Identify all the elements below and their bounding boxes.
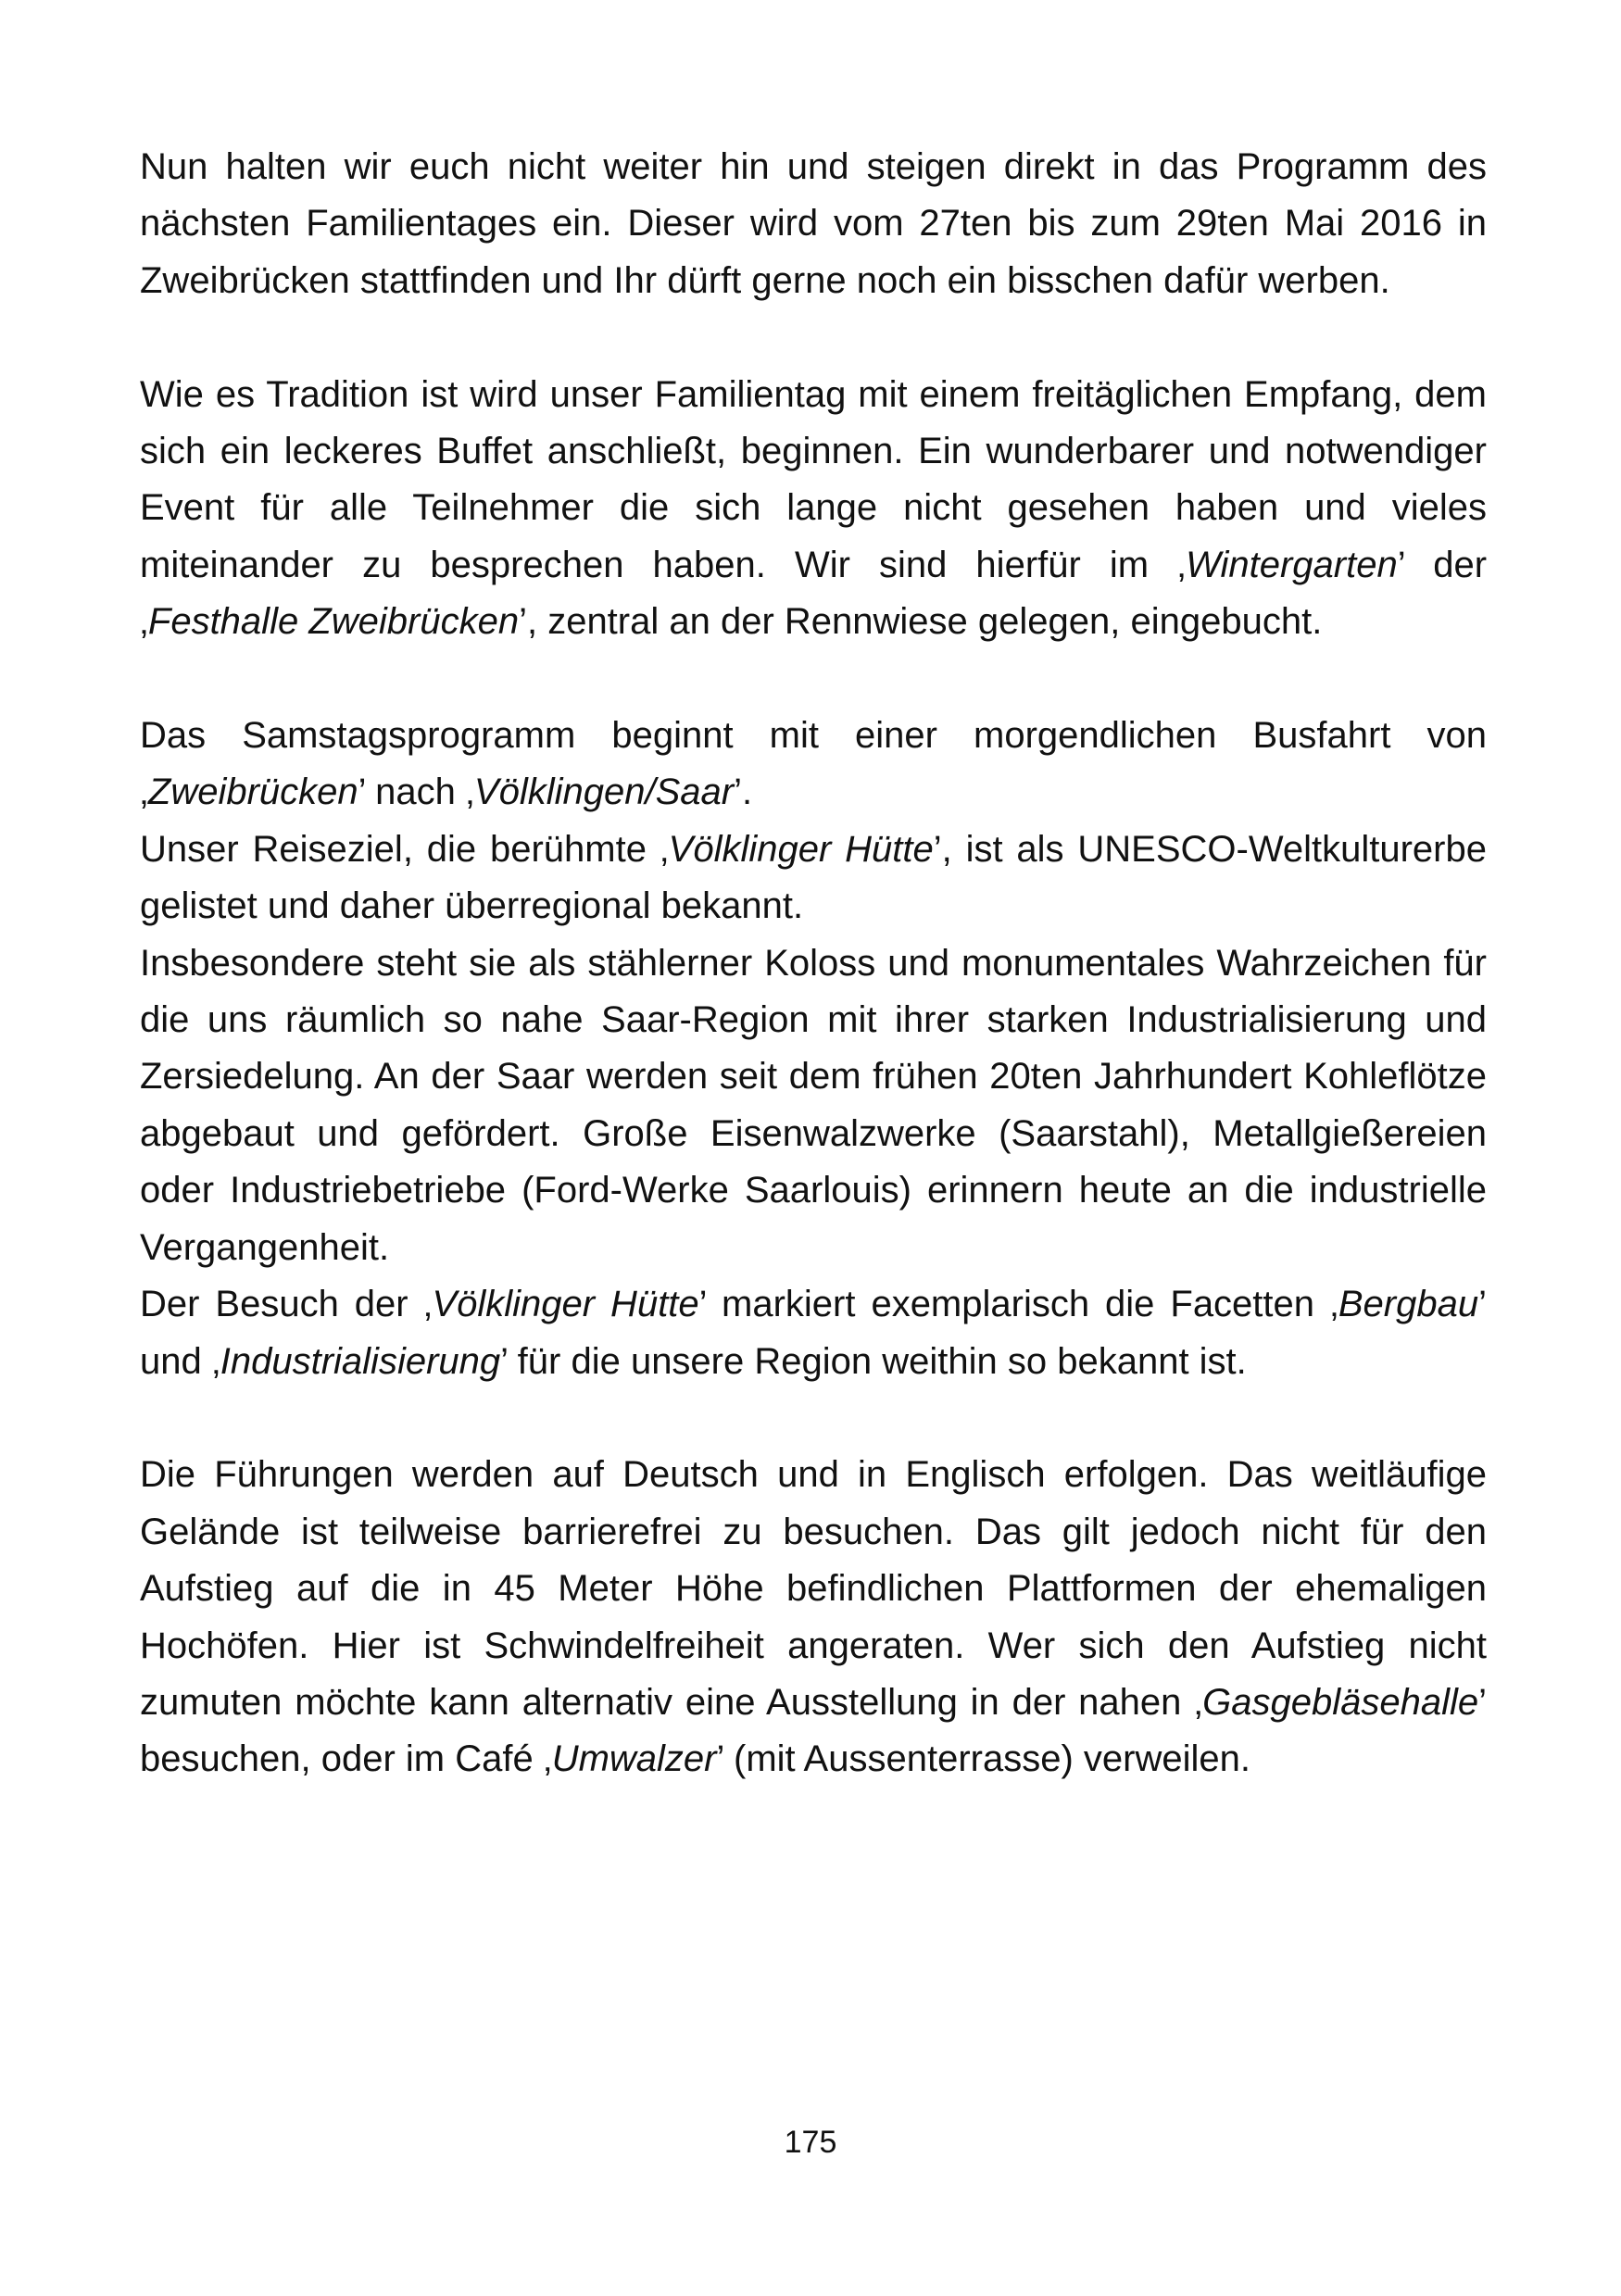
page-body [140, 139, 1487, 1788]
text-run: ’. [734, 772, 753, 813]
text-run: ’ für die unsere Region weithin so bekannt ist. [500, 1340, 1247, 1382]
text-run: Nun halten wir euch nicht weiter hin und steigen direkt in das Programm des nächsten Familientages ein. Dieser wird vom 27ten bis zum 29ten Mai 2016 in Zweibrücken stattfinden und Ihr dürft gerne noch ein bisschen dafür werben. [140, 146, 1487, 301]
text-run: Die Führungen werden auf Deutsch und in Englisch erfolgen. Das weitläufige Gelände ist teilweise barrierefrei zu besuchen. Das gilt jedoch nicht für den Aufstieg auf die in 45 Meter Höhe befindlichen Plattformen der ehemaligen Hochöfen. Hier ist Schwindelfreiheit angeraten. Wer sich den Aufstieg nicht zumuten möchte kann alternativ eine Ausstellung in der nahen ‚ [140, 1454, 1487, 1723]
paragraph [140, 1447, 1487, 1788]
italic-text: Industrialisierung [220, 1340, 501, 1382]
paragraph [140, 708, 1487, 822]
italic-text: Völklingen/Saar [473, 772, 735, 813]
italic-text: Gasgebläsehalle [1202, 1681, 1479, 1723]
paragraph [140, 139, 1487, 309]
text-run: Insbesondere steht sie als stählerner Koloss und monumentales Wahrzeichen für die uns räumlich so nahe Saar-Region mit ihrer starken Industrialisierung und Zersiedelung. An der Saar werden seit dem frühen 20ten Jahrhundert Kohleflötze abgebaut und gefördert. Große Eisenwalzwerke (Saarstahl), Metallgießereien oder Industriebetriebe (Ford-Werke Saarlouis) erinnern heute an die industrielle Vergangenheit. [140, 942, 1487, 1268]
text-run: Der Besuch der ‚ [140, 1284, 433, 1325]
italic-text: Bergbau [1338, 1284, 1479, 1325]
italic-text: Völklinger Hütte [432, 1284, 699, 1325]
paragraph [140, 935, 1487, 1276]
paragraph-gap [140, 651, 1487, 708]
italic-text: Festhalle Zweibrücken [147, 601, 520, 643]
italic-text: Umwalzer [551, 1738, 717, 1780]
text-run: ’ nach ‚ [358, 772, 474, 813]
paragraph [140, 367, 1487, 651]
text-run: ’, zentral an der Rennwiese gelegen, eingebucht. [519, 601, 1323, 643]
text-run: Unser Reiseziel, die berühmte ‚ [140, 828, 669, 870]
text-run: ’, ist als UNESCO-Weltkulturerbe gelistet und daher überregional bekannt. [140, 828, 1487, 927]
italic-text: Wintergarten [1186, 544, 1398, 585]
text-run: ’ besuchen, oder im Café ‚ [140, 1681, 1487, 1780]
paragraph-gap [140, 309, 1487, 366]
text-run: Wie es Tradition ist wird unser Familientag mit einem freitäglichen Empfang, dem sich ein leckeres Buffet anschließt, beginnen. Ein wunderbarer und notwendiger Event für alle Teilnehmer die sich lange nicht gesehen haben und vieles miteinander zu besprechen haben. Wir sind hierfür im ‚ [140, 373, 1487, 585]
paragraph [140, 822, 1487, 935]
paragraph [140, 1276, 1487, 1390]
italic-text: Zweibrücken [147, 772, 358, 813]
text-run: ’ der ‚ [140, 544, 1488, 643]
text-run: ’ markiert exemplarisch die Facetten ‚ [698, 1284, 1338, 1325]
text-run: ’ (mit Aussenterrasse) verweilen. [716, 1738, 1250, 1780]
text-run: ’ und ‚ [140, 1284, 1487, 1382]
paragraph-gap [140, 1390, 1487, 1447]
page-number: 175 [784, 2125, 837, 2160]
italic-text: Völklinger Hütte [668, 828, 934, 870]
text-run: Das Samstagsprogramm beginnt mit einer morgendlichen Busfahrt von ‚ [140, 715, 1487, 813]
